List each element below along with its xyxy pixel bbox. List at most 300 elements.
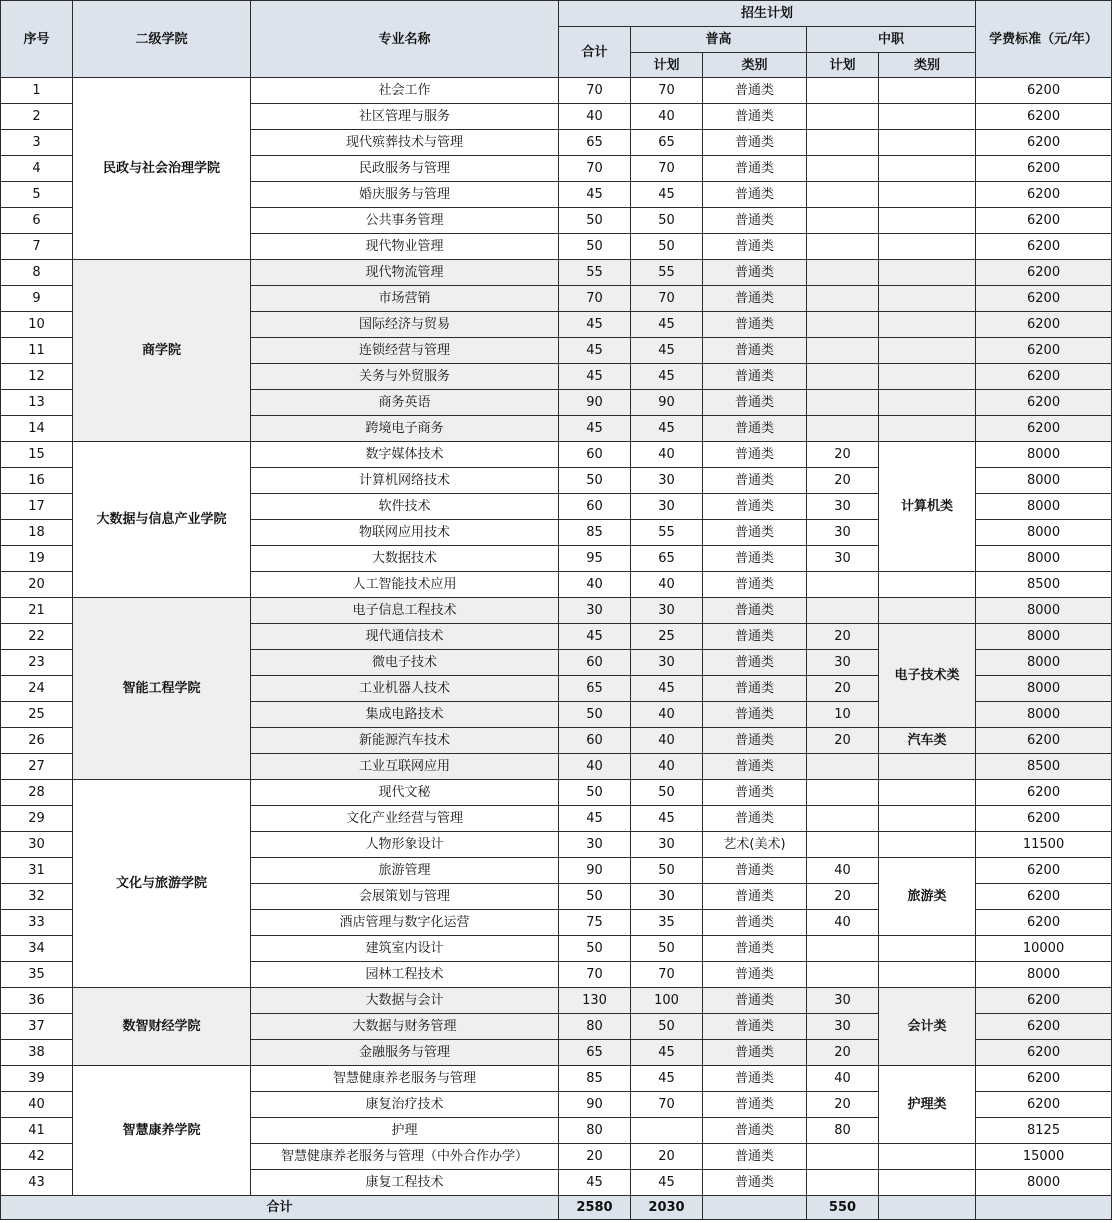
cell-major: 集成电路技术 (251, 702, 559, 728)
cell-zhongzhi-plan: 40 (807, 858, 879, 884)
cell-seq: 24 (1, 676, 73, 702)
cell-seq: 11 (1, 338, 73, 364)
cell-seq: 13 (1, 390, 73, 416)
cell-seq: 20 (1, 572, 73, 598)
cell-tuition: 8000 (976, 702, 1112, 728)
cell-total: 45 (559, 1170, 631, 1196)
table-row (1, 260, 1112, 286)
cell-total: 75 (559, 910, 631, 936)
cell-zhongzhi-plan (807, 780, 879, 806)
cell-major: 国际经济与贸易 (251, 312, 559, 338)
cell-tuition: 6200 (976, 364, 1112, 390)
cell-major: 电子信息工程技术 (251, 598, 559, 624)
cell-pugao-plan: 50 (631, 780, 703, 806)
cell-zhongzhi-category (879, 780, 976, 806)
cell-pugao-plan: 45 (631, 338, 703, 364)
cell-pugao-plan: 70 (631, 962, 703, 988)
cell-tuition: 6200 (976, 416, 1112, 442)
cell-total: 70 (559, 286, 631, 312)
cell-seq: 1 (1, 78, 73, 104)
cell-seq: 33 (1, 910, 73, 936)
cell-tuition: 6200 (976, 104, 1112, 130)
cell-zhongzhi-plan: 30 (807, 1014, 879, 1040)
cell-tuition: 6200 (976, 780, 1112, 806)
cell-zhongzhi-category: 电子技术类 (879, 624, 976, 728)
cell-seq: 12 (1, 364, 73, 390)
cell-tuition: 6200 (976, 390, 1112, 416)
cell-major: 数字媒体技术 (251, 442, 559, 468)
cell-zhongzhi-category (879, 182, 976, 208)
cell-seq: 23 (1, 650, 73, 676)
cell-pugao-category: 普通类 (703, 1092, 807, 1118)
cell-zhongzhi-plan (807, 936, 879, 962)
cell-major: 关务与外贸服务 (251, 364, 559, 390)
cell-zhongzhi-plan: 40 (807, 1066, 879, 1092)
cell-seq: 18 (1, 520, 73, 546)
cell-major: 大数据技术 (251, 546, 559, 572)
cell-seq: 37 (1, 1014, 73, 1040)
cell-pugao-plan: 50 (631, 936, 703, 962)
cell-total: 40 (559, 572, 631, 598)
cell-zhongzhi-plan (807, 364, 879, 390)
cell-major: 大数据与会计 (251, 988, 559, 1014)
cell-seq: 2 (1, 104, 73, 130)
cell-seq: 9 (1, 286, 73, 312)
cell-major: 社会工作 (251, 78, 559, 104)
cell-total: 50 (559, 208, 631, 234)
cell-pugao-plan: 45 (631, 806, 703, 832)
cell-zhongzhi-plan (807, 1170, 879, 1196)
cell-zhongzhi-plan: 10 (807, 702, 879, 728)
cell-tuition: 6200 (976, 1092, 1112, 1118)
cell-major: 现代文秘 (251, 780, 559, 806)
totals-pugao-plan: 2030 (631, 1196, 703, 1220)
cell-zhongzhi-category (879, 416, 976, 442)
cell-zhongzhi-category (879, 130, 976, 156)
cell-pugao-plan: 45 (631, 182, 703, 208)
cell-zhongzhi-category (879, 312, 976, 338)
cell-pugao-plan: 50 (631, 1014, 703, 1040)
cell-zhongzhi-plan: 20 (807, 1040, 879, 1066)
header-zhongzhi: 中职 (807, 27, 976, 53)
cell-pugao-category: 普通类 (703, 208, 807, 234)
table-row (1, 780, 1112, 806)
cell-zhongzhi-plan (807, 1144, 879, 1170)
cell-major: 新能源汽车技术 (251, 728, 559, 754)
cell-seq: 5 (1, 182, 73, 208)
header-zhongzhi-plan: 计划 (807, 53, 879, 78)
cell-pugao-category: 普通类 (703, 390, 807, 416)
cell-major: 护理 (251, 1118, 559, 1144)
cell-total: 45 (559, 806, 631, 832)
cell-zhongzhi-plan: 20 (807, 442, 879, 468)
cell-seq: 21 (1, 598, 73, 624)
cell-pugao-plan: 50 (631, 208, 703, 234)
cell-tuition: 8000 (976, 650, 1112, 676)
cell-major: 商务英语 (251, 390, 559, 416)
cell-total: 85 (559, 520, 631, 546)
cell-total: 90 (559, 858, 631, 884)
cell-zhongzhi-plan: 30 (807, 520, 879, 546)
cell-pugao-category: 普通类 (703, 936, 807, 962)
cell-pugao-plan: 30 (631, 650, 703, 676)
cell-zhongzhi-category (879, 104, 976, 130)
header-plan-group: 招生计划 (559, 1, 976, 27)
cell-total: 50 (559, 884, 631, 910)
cell-major: 连锁经营与管理 (251, 338, 559, 364)
cell-pugao-category: 普通类 (703, 286, 807, 312)
table-row (1, 988, 1112, 1014)
cell-tuition: 8000 (976, 546, 1112, 572)
cell-pugao-category: 普通类 (703, 702, 807, 728)
cell-tuition: 6200 (976, 338, 1112, 364)
cell-pugao-category: 普通类 (703, 676, 807, 702)
cell-pugao-plan: 45 (631, 312, 703, 338)
cell-seq: 36 (1, 988, 73, 1014)
cell-zhongzhi-plan: 30 (807, 988, 879, 1014)
cell-seq: 10 (1, 312, 73, 338)
header-total: 合计 (559, 27, 631, 78)
cell-zhongzhi-category (879, 936, 976, 962)
cell-zhongzhi-category: 汽车类 (879, 728, 976, 754)
cell-total: 50 (559, 936, 631, 962)
cell-total: 50 (559, 468, 631, 494)
cell-pugao-category: 普通类 (703, 104, 807, 130)
cell-seq: 6 (1, 208, 73, 234)
cell-pugao-plan: 35 (631, 910, 703, 936)
cell-seq: 27 (1, 754, 73, 780)
cell-pugao-category: 普通类 (703, 988, 807, 1014)
cell-tuition: 10000 (976, 936, 1112, 962)
cell-tuition: 6200 (976, 130, 1112, 156)
cell-seq: 28 (1, 780, 73, 806)
cell-major: 智慧健康养老服务与管理 (251, 1066, 559, 1092)
cell-pugao-category: 普通类 (703, 520, 807, 546)
cell-pugao-plan: 65 (631, 546, 703, 572)
cell-zhongzhi-plan (807, 572, 879, 598)
cell-pugao-plan (631, 1118, 703, 1144)
cell-pugao-category: 普通类 (703, 1014, 807, 1040)
cell-college: 商学院 (73, 260, 251, 442)
cell-college: 智能工程学院 (73, 598, 251, 780)
cell-seq: 8 (1, 260, 73, 286)
cell-tuition: 6200 (976, 806, 1112, 832)
cell-seq: 38 (1, 1040, 73, 1066)
cell-seq: 30 (1, 832, 73, 858)
cell-pugao-plan: 45 (631, 1066, 703, 1092)
cell-tuition: 6200 (976, 728, 1112, 754)
cell-pugao-category: 普通类 (703, 312, 807, 338)
cell-zhongzhi-category (879, 208, 976, 234)
cell-pugao-category: 普通类 (703, 546, 807, 572)
cell-total: 85 (559, 1066, 631, 1092)
cell-zhongzhi-plan (807, 130, 879, 156)
cell-zhongzhi-plan (807, 208, 879, 234)
cell-seq: 43 (1, 1170, 73, 1196)
totals-zhongzhi-category (879, 1196, 976, 1220)
cell-pugao-plan: 45 (631, 676, 703, 702)
cell-zhongzhi-category (879, 754, 976, 780)
cell-major: 民政服务与管理 (251, 156, 559, 182)
cell-total: 70 (559, 962, 631, 988)
cell-pugao-plan: 50 (631, 858, 703, 884)
cell-pugao-plan: 55 (631, 260, 703, 286)
cell-zhongzhi-category: 护理类 (879, 1066, 976, 1144)
cell-major: 社区管理与服务 (251, 104, 559, 130)
cell-seq: 19 (1, 546, 73, 572)
cell-college: 智慧康养学院 (73, 1066, 251, 1196)
cell-zhongzhi-plan: 20 (807, 468, 879, 494)
cell-zhongzhi-plan (807, 806, 879, 832)
cell-pugao-plan: 40 (631, 442, 703, 468)
cell-seq: 41 (1, 1118, 73, 1144)
cell-total: 30 (559, 598, 631, 624)
cell-tuition: 6200 (976, 1014, 1112, 1040)
cell-pugao-category: 普通类 (703, 468, 807, 494)
cell-total: 80 (559, 1118, 631, 1144)
cell-total: 65 (559, 1040, 631, 1066)
cell-pugao-category: 普通类 (703, 962, 807, 988)
cell-pugao-plan: 100 (631, 988, 703, 1014)
cell-total: 50 (559, 234, 631, 260)
cell-major: 微电子技术 (251, 650, 559, 676)
cell-zhongzhi-plan (807, 832, 879, 858)
cell-zhongzhi-plan (807, 390, 879, 416)
cell-pugao-category: 普通类 (703, 338, 807, 364)
cell-zhongzhi-category (879, 156, 976, 182)
cell-total: 40 (559, 104, 631, 130)
cell-tuition: 6200 (976, 1040, 1112, 1066)
cell-pugao-category: 普通类 (703, 1144, 807, 1170)
cell-tuition: 6200 (976, 260, 1112, 286)
cell-major: 现代物业管理 (251, 234, 559, 260)
cell-pugao-plan: 30 (631, 884, 703, 910)
cell-major: 文化产业经营与管理 (251, 806, 559, 832)
cell-zhongzhi-plan (807, 962, 879, 988)
cell-major: 现代通信技术 (251, 624, 559, 650)
cell-zhongzhi-plan (807, 598, 879, 624)
cell-zhongzhi-category (879, 962, 976, 988)
cell-major: 物联网应用技术 (251, 520, 559, 546)
cell-zhongzhi-plan (807, 286, 879, 312)
cell-pugao-plan: 70 (631, 1092, 703, 1118)
cell-seq: 29 (1, 806, 73, 832)
cell-tuition: 8500 (976, 754, 1112, 780)
header-pugao: 普高 (631, 27, 807, 53)
cell-tuition: 8000 (976, 494, 1112, 520)
cell-zhongzhi-category (879, 78, 976, 104)
cell-total: 45 (559, 338, 631, 364)
totals-zhongzhi-plan: 550 (807, 1196, 879, 1220)
cell-pugao-category: 普通类 (703, 260, 807, 286)
totals-label: 合计 (1, 1196, 559, 1220)
cell-seq: 31 (1, 858, 73, 884)
cell-pugao-category: 普通类 (703, 1170, 807, 1196)
cell-total: 50 (559, 702, 631, 728)
cell-seq: 17 (1, 494, 73, 520)
cell-total: 70 (559, 78, 631, 104)
cell-pugao-plan: 50 (631, 234, 703, 260)
cell-seq: 3 (1, 130, 73, 156)
cell-pugao-plan: 40 (631, 572, 703, 598)
cell-major: 软件技术 (251, 494, 559, 520)
cell-pugao-category: 普通类 (703, 650, 807, 676)
table-row (1, 442, 1112, 468)
cell-pugao-plan: 45 (631, 416, 703, 442)
cell-major: 会展策划与管理 (251, 884, 559, 910)
cell-major: 工业互联网应用 (251, 754, 559, 780)
cell-pugao-category: 普通类 (703, 754, 807, 780)
cell-college: 大数据与信息产业学院 (73, 442, 251, 598)
cell-zhongzhi-plan (807, 104, 879, 130)
cell-zhongzhi-category (879, 364, 976, 390)
cell-tuition: 8500 (976, 572, 1112, 598)
cell-zhongzhi-plan (807, 182, 879, 208)
cell-major: 市场营销 (251, 286, 559, 312)
cell-pugao-category: 普通类 (703, 572, 807, 598)
cell-zhongzhi-category (879, 806, 976, 832)
cell-zhongzhi-plan: 40 (807, 910, 879, 936)
table-row (1, 598, 1112, 624)
cell-major: 现代殡葬技术与管理 (251, 130, 559, 156)
cell-total: 40 (559, 754, 631, 780)
cell-total: 90 (559, 390, 631, 416)
cell-zhongzhi-category (879, 1170, 976, 1196)
cell-seq: 40 (1, 1092, 73, 1118)
cell-tuition: 8000 (976, 1170, 1112, 1196)
cell-zhongzhi-category (879, 338, 976, 364)
cell-pugao-plan: 90 (631, 390, 703, 416)
totals-pugao-category (703, 1196, 807, 1220)
cell-pugao-category: 普通类 (703, 78, 807, 104)
cell-zhongzhi-category: 计算机类 (879, 442, 976, 572)
cell-tuition: 8000 (976, 442, 1112, 468)
cell-pugao-plan: 40 (631, 702, 703, 728)
cell-pugao-category: 普通类 (703, 884, 807, 910)
cell-pugao-category: 普通类 (703, 728, 807, 754)
cell-total: 60 (559, 650, 631, 676)
cell-pugao-category: 普通类 (703, 182, 807, 208)
cell-total: 65 (559, 130, 631, 156)
cell-total: 95 (559, 546, 631, 572)
header-major: 专业名称 (251, 1, 559, 78)
cell-seq: 25 (1, 702, 73, 728)
cell-tuition: 8000 (976, 624, 1112, 650)
cell-total: 45 (559, 624, 631, 650)
cell-tuition: 6200 (976, 988, 1112, 1014)
cell-zhongzhi-plan: 20 (807, 1092, 879, 1118)
cell-pugao-plan: 45 (631, 1040, 703, 1066)
cell-pugao-plan: 45 (631, 1170, 703, 1196)
cell-tuition: 6200 (976, 208, 1112, 234)
cell-zhongzhi-plan: 20 (807, 884, 879, 910)
cell-zhongzhi-category: 会计类 (879, 988, 976, 1066)
cell-major: 现代物流管理 (251, 260, 559, 286)
cell-seq: 39 (1, 1066, 73, 1092)
cell-major: 酒店管理与数字化运营 (251, 910, 559, 936)
cell-zhongzhi-plan: 30 (807, 546, 879, 572)
cell-total: 90 (559, 1092, 631, 1118)
cell-major: 公共事务管理 (251, 208, 559, 234)
cell-zhongzhi-plan: 30 (807, 494, 879, 520)
cell-pugao-category: 普通类 (703, 416, 807, 442)
cell-pugao-plan: 40 (631, 754, 703, 780)
cell-major: 智慧健康养老服务与管理（中外合作办学） (251, 1144, 559, 1170)
cell-seq: 4 (1, 156, 73, 182)
cell-pugao-category: 普通类 (703, 130, 807, 156)
cell-zhongzhi-plan (807, 416, 879, 442)
header-college: 二级学院 (73, 1, 251, 78)
cell-pugao-category: 普通类 (703, 624, 807, 650)
cell-major: 人工智能技术应用 (251, 572, 559, 598)
cell-pugao-plan: 65 (631, 130, 703, 156)
totals-tuition (976, 1196, 1112, 1220)
cell-total: 70 (559, 156, 631, 182)
cell-major: 计算机网络技术 (251, 468, 559, 494)
header-pugao-plan: 计划 (631, 53, 703, 78)
cell-major: 园林工程技术 (251, 962, 559, 988)
cell-seq: 16 (1, 468, 73, 494)
cell-pugao-plan: 45 (631, 364, 703, 390)
cell-major: 人物形象设计 (251, 832, 559, 858)
cell-tuition: 6200 (976, 1066, 1112, 1092)
cell-zhongzhi-category (879, 234, 976, 260)
cell-zhongzhi-category (879, 832, 976, 858)
cell-pugao-category: 普通类 (703, 1040, 807, 1066)
cell-zhongzhi-plan (807, 156, 879, 182)
cell-zhongzhi-category (879, 260, 976, 286)
cell-pugao-plan: 70 (631, 286, 703, 312)
cell-tuition: 6200 (976, 884, 1112, 910)
cell-college: 数智财经学院 (73, 988, 251, 1066)
cell-tuition: 8000 (976, 468, 1112, 494)
cell-total: 30 (559, 832, 631, 858)
cell-total: 45 (559, 312, 631, 338)
cell-seq: 32 (1, 884, 73, 910)
cell-total: 80 (559, 1014, 631, 1040)
table-row (1, 1066, 1112, 1092)
cell-college: 民政与社会治理学院 (73, 78, 251, 260)
cell-pugao-category: 普通类 (703, 910, 807, 936)
cell-major: 建筑室内设计 (251, 936, 559, 962)
cell-tuition: 6200 (976, 312, 1112, 338)
cell-major: 康复治疗技术 (251, 1092, 559, 1118)
cell-total: 45 (559, 364, 631, 390)
cell-zhongzhi-plan (807, 338, 879, 364)
cell-zhongzhi-category (879, 286, 976, 312)
cell-tuition: 6200 (976, 234, 1112, 260)
cell-zhongzhi-plan: 20 (807, 624, 879, 650)
cell-pugao-category: 普通类 (703, 780, 807, 806)
cell-tuition: 6200 (976, 78, 1112, 104)
header-pugao-category: 类别 (703, 53, 807, 78)
cell-pugao-plan: 70 (631, 156, 703, 182)
cell-pugao-plan: 70 (631, 78, 703, 104)
cell-zhongzhi-plan (807, 312, 879, 338)
cell-tuition: 6200 (976, 156, 1112, 182)
cell-pugao-category: 普通类 (703, 234, 807, 260)
cell-seq: 42 (1, 1144, 73, 1170)
cell-total: 60 (559, 442, 631, 468)
cell-total: 55 (559, 260, 631, 286)
cell-pugao-category: 普通类 (703, 1118, 807, 1144)
cell-zhongzhi-plan: 20 (807, 728, 879, 754)
cell-seq: 26 (1, 728, 73, 754)
cell-tuition: 11500 (976, 832, 1112, 858)
cell-pugao-plan: 55 (631, 520, 703, 546)
cell-major: 婚庆服务与管理 (251, 182, 559, 208)
cell-total: 45 (559, 182, 631, 208)
